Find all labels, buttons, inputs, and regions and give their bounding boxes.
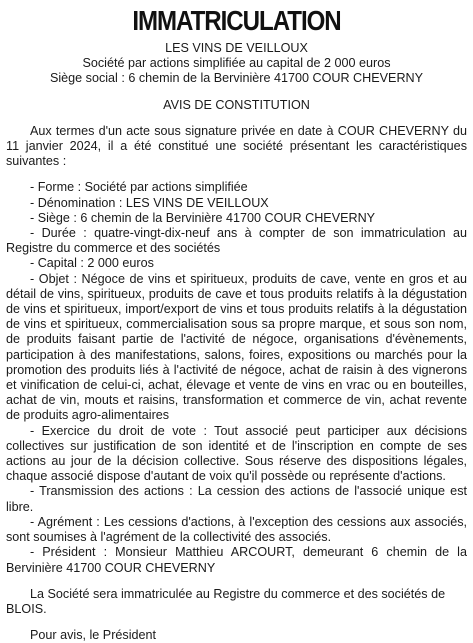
closing-line: Pour avis, le Président [30,628,156,643]
registration-line: La Société sera immatriculée au Registre du commerce et des sociétés de BLOIS. [6,586,446,616]
item-share-transfer: - Transmission des actions : La cession des actions de l'associé unique est libre. [6,484,467,514]
item-capital: - Capital : 2 000 euros [30,256,154,271]
item-voting-rights: - Exercice du droit de vote : Tout associé peut participer aux décisions collectives sur justification de son identité et de l'inscription en compte de ses actions au jour de la décision collective. Sous réserve des dispositions légales, chaque associé dispose d'autant de voix qu'il possède ou représente d'actions. [6,423,467,484]
item-head-office: - Siège : 6 chemin de la Bervinière 41700 COUR CHEVERNY [30,210,376,225]
company-form-line: Société par actions simplifiée au capital de 2 000 euros [82,56,391,71]
notice-title: IMMATRICULATION [132,5,341,36]
item-president: - Président : Monsieur Matthieu ARCOURT, demeurant 6 chemin de la Bervinière 41700 COUR CHEVERNY [6,545,467,575]
item-denomination: - Dénomination : LES VINS DE VEILLOUX [30,195,269,210]
company-name: LES VINS DE VEILLOUX [165,41,308,55]
intro-paragraph: Aux termes d'un acte sous signature privée en date à COUR CHEVERNY du 11 janvier 2024, il a été constitué une société présentant les caractéristiques suivantes : [6,123,467,169]
notice-type: AVIS DE CONSTITUTION [163,97,310,112]
item-duration: - Durée : quatre-vingt-dix-neuf ans à compter de son immatriculation au Registre du commerce et des sociétés [6,226,467,256]
item-form: - Forme : Société par actions simplifiée [30,180,248,195]
item-approval: - Agrément : Les cessions d'actions, à l'exception des cessions aux associés, sont soumises à l'agrément de la collectivité des associés. [6,514,467,545]
characteristics-list [6,180,467,575]
item-purpose: - Objet : Négoce de vins et spiritueux, produits de cave, vente en gros et au détail de vins, spiritueux, produits de cave et tous produits relatifs à la dégustation de vins et spiritueux, import/export de vins et tous produits relatifs à la dégustation de vins et spiritueux, commercialisation sous sa propre marque, et sous son nom, de produits faisant partie de l'activité de négoce, organisations d'évènements, participation à des manifestations, salons, foires, expositions ou marchés pour la promotion des produits liés à l'activité de négoce, achat de raisin à des vignerons et vinification de celui-ci, achat, élevage et vente de vins en vrac ou en bouteilles, achat de vin, mouts et raisins, transformation et commerce de vin, achat revente de produits agro-alimentaires [6,271,467,423]
head-office-line: Siège social : 6 chemin de la Bervinière 41700 COUR CHEVERNY [49,71,424,86]
